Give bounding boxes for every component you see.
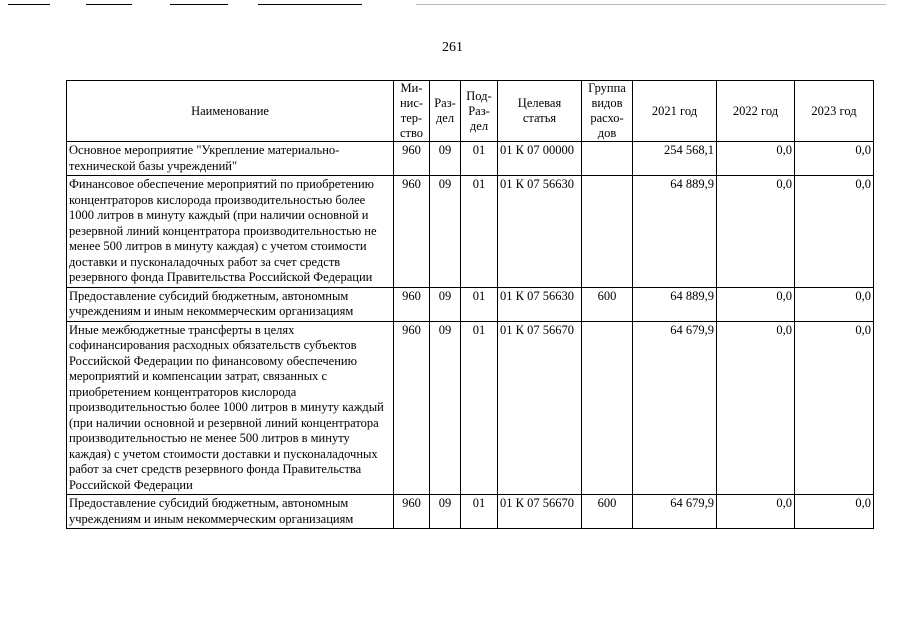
row-ministry: 960	[394, 321, 430, 495]
table-header-row	[67, 81, 874, 142]
row-section: 09	[430, 495, 461, 529]
row-subsection: 01	[461, 321, 498, 495]
row-2021: 64 889,9	[633, 176, 717, 288]
header-2021: 2021 год	[633, 81, 717, 142]
row-2023: 0,0	[795, 495, 874, 529]
page-number: 261	[442, 40, 463, 55]
row-ministry: 960	[394, 176, 430, 288]
row-subsection: 01	[461, 142, 498, 176]
table-row	[67, 176, 874, 288]
row-target-article: 01 К 07 56630	[498, 287, 582, 321]
top-border-line	[258, 4, 362, 5]
header-ministry: Ми- нис- тер- ство	[394, 81, 430, 142]
row-2022: 0,0	[717, 321, 795, 495]
header-name: Наименование	[67, 81, 394, 142]
row-2022: 0,0	[717, 176, 795, 288]
row-2022: 0,0	[717, 287, 795, 321]
header-2023: 2023 год	[795, 81, 874, 142]
row-section: 09	[430, 321, 461, 495]
top-border-line	[416, 4, 886, 5]
row-target-article: 01 К 07 56630	[498, 176, 582, 288]
row-2023: 0,0	[795, 287, 874, 321]
row-2022: 0,0	[717, 495, 795, 529]
row-expense-group	[582, 176, 633, 288]
row-expense-group	[582, 321, 633, 495]
header-section: Раз- дел	[430, 81, 461, 142]
row-section: 09	[430, 142, 461, 176]
row-target-article: 01 К 07 00000	[498, 142, 582, 176]
row-2021: 64 679,9	[633, 321, 717, 495]
row-ministry: 960	[394, 142, 430, 176]
header-target-article: Целевая статья	[498, 81, 582, 142]
row-name: Предоставление субсидий бюджетным, автономным учреждениям и иным некоммерческим организациям	[67, 495, 394, 529]
header-2022: 2022 год	[717, 81, 795, 142]
row-2021: 64 679,9	[633, 495, 717, 529]
table-row	[67, 142, 874, 176]
row-2023: 0,0	[795, 321, 874, 495]
table-row	[67, 321, 874, 495]
row-subsection: 01	[461, 287, 498, 321]
budget-table	[66, 80, 874, 529]
top-border-line	[170, 4, 228, 5]
top-border-line	[86, 4, 132, 5]
row-2023: 0,0	[795, 176, 874, 288]
top-border-line	[8, 4, 50, 5]
row-name: Предоставление субсидий бюджетным, автономным учреждениям и иным некоммерческим организациям	[67, 287, 394, 321]
row-expense-group	[582, 142, 633, 176]
header-expense-group: Группа видов расхо- дов	[582, 81, 633, 142]
row-subsection: 01	[461, 495, 498, 529]
row-ministry: 960	[394, 287, 430, 321]
row-2022: 0,0	[717, 142, 795, 176]
row-expense-group: 600	[582, 495, 633, 529]
row-2021: 254 568,1	[633, 142, 717, 176]
table-row	[67, 287, 874, 321]
header-subsection: Под- Раз- дел	[461, 81, 498, 142]
row-2023: 0,0	[795, 142, 874, 176]
row-target-article: 01 К 07 56670	[498, 495, 582, 529]
row-name: Основное мероприятие "Укрепление материально-технической базы учреждений"	[67, 142, 394, 176]
row-2021: 64 889,9	[633, 287, 717, 321]
row-expense-group: 600	[582, 287, 633, 321]
row-name: Финансовое обеспечение мероприятий по приобретению концентраторов кислорода производительностью более 1000 литров в минуту каждый (при наличии основной и резервной линий концентратора производительностью не менее 500 литров в минуту каждая) с учетом стоимости доставки и пусконаладочных работ за счет средств резервного фонда Правительства Российской Федерации	[67, 176, 394, 288]
row-subsection: 01	[461, 176, 498, 288]
row-name: Иные межбюджетные трансферты в целях софинансирования расходных обязательств субъектов Российской Федерации по финансовому обеспечению мероприятий и компенсации затрат, связанных с приобретением концентраторов кислорода производительностью более 1000 литров в минуту каждый (при наличии основной и резервной линий концентратора производительностью не менее 500 литров в минуту каждая) с учетом стоимости доставки и пусконаладочных работ за счет средств резервного фонда Правительства Российской Федерации	[67, 321, 394, 495]
row-target-article: 01 К 07 56670	[498, 321, 582, 495]
table-row	[67, 495, 874, 529]
row-ministry: 960	[394, 495, 430, 529]
row-section: 09	[430, 287, 461, 321]
row-section: 09	[430, 176, 461, 288]
